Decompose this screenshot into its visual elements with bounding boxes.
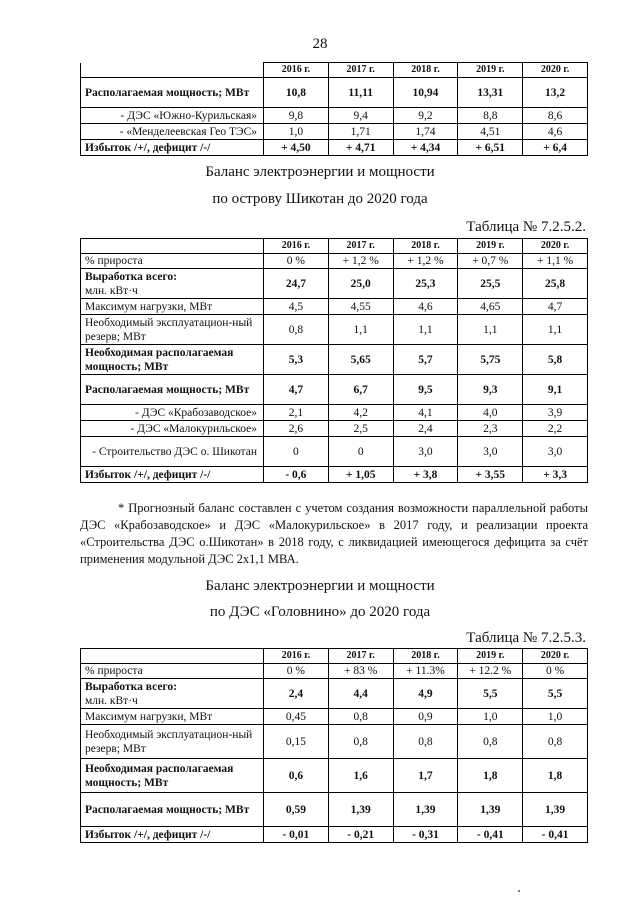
- section-heading: Баланс электроэнергии и мощности: [205, 164, 435, 180]
- scan-speck: [518, 890, 520, 892]
- cell-value: + 1,05: [328, 467, 393, 483]
- cell-value: 5,3: [264, 345, 329, 375]
- cell-value: - 0,21: [328, 827, 393, 843]
- cell-value: 1,0: [458, 709, 523, 725]
- power-balance-table-kunashir: [80, 62, 588, 156]
- table-row: [81, 437, 588, 467]
- cell-value: 0,6: [264, 759, 329, 793]
- table-row: [81, 759, 588, 793]
- row-label: Избыток /+/, дефицит /-/: [81, 140, 264, 156]
- cell-value: 1,0: [523, 709, 588, 725]
- year-header: 2017 г.: [328, 239, 393, 254]
- row-label: - ДЭС «Южно-Курильская»: [81, 108, 264, 124]
- cell-value: 25,5: [458, 269, 523, 299]
- row-label: [81, 679, 264, 709]
- row-label: Избыток /+/, дефицит /-/: [81, 827, 264, 843]
- row-label: Располагаемая мощность; МВт: [81, 78, 264, 108]
- cell-value: 5,5: [523, 679, 588, 709]
- cell-value: 0,45: [264, 709, 329, 725]
- cell-value: 1,0: [264, 124, 329, 140]
- table-row: [81, 124, 588, 140]
- footnote-text: * Прогнозный баланс составлен с учетом создания возможности параллельной работы ДЭС «Крабозаводское» и ДЭС «Малокурильское» в 2017 году, и реализации проекта «Строительства ДЭС о.Шикотан» в 2018 году, с ликвидацией имеющегося дефицита за счёт применения модульной ДЭС 2х1,1 МВА.: [80, 501, 588, 566]
- cell-value: 2,3: [458, 421, 523, 437]
- cell-value: + 3,55: [458, 467, 523, 483]
- table-row: [81, 679, 588, 709]
- cell-value: 0 %: [264, 254, 329, 269]
- table-row: [81, 108, 588, 124]
- header-blank-cell: [81, 239, 264, 254]
- cell-value: 25,0: [328, 269, 393, 299]
- table-number-label: Таблица № 7.2.5.3.: [466, 630, 586, 646]
- row-label-main: Выработка всего:: [85, 680, 177, 693]
- table-header-row: [81, 649, 588, 664]
- cell-value: 2,2: [523, 421, 588, 437]
- cell-value: + 6,51: [458, 140, 523, 156]
- year-header: 2019 г.: [458, 239, 523, 254]
- cell-value: + 4,71: [328, 140, 393, 156]
- table-row: [81, 315, 588, 345]
- cell-value: 4,6: [393, 299, 458, 315]
- cell-value: 10,8: [264, 78, 329, 108]
- table-row: [81, 709, 588, 725]
- row-label: Необходимая располагаемая мощность; МВт: [81, 759, 264, 793]
- cell-value: 1,8: [458, 759, 523, 793]
- cell-value: 25,3: [393, 269, 458, 299]
- cell-value: 4,2: [328, 405, 393, 421]
- page-number: 28: [312, 36, 328, 52]
- cell-value: 4,51: [458, 124, 523, 140]
- cell-value: 2,1: [264, 405, 329, 421]
- table-row: [81, 78, 588, 108]
- table-header-row: [81, 239, 588, 254]
- cell-value: 8,8: [458, 108, 523, 124]
- cell-value: 4,9: [393, 679, 458, 709]
- cell-value: 0,8: [328, 709, 393, 725]
- table-number-label: Таблица № 7.2.5.2.: [466, 219, 586, 235]
- year-header: 2018 г.: [393, 63, 458, 78]
- cell-value: + 3,3: [523, 467, 588, 483]
- year-header: 2018 г.: [393, 239, 458, 254]
- cell-value: - 0,41: [458, 827, 523, 843]
- cell-value: 5,5: [458, 679, 523, 709]
- cell-value: 0,9: [393, 709, 458, 725]
- row-label: - ДЭС «Крабозаводское»: [81, 405, 264, 421]
- year-header: 2019 г.: [458, 649, 523, 664]
- cell-value: 5,8: [523, 345, 588, 375]
- cell-value: 4,5: [264, 299, 329, 315]
- cell-value: 6,7: [328, 375, 393, 405]
- cell-value: 13,2: [523, 78, 588, 108]
- cell-value: + 0,7 %: [458, 254, 523, 269]
- power-balance-table-shikotan: [80, 238, 588, 483]
- cell-value: 10,94: [393, 78, 458, 108]
- cell-value: 5,75: [458, 345, 523, 375]
- row-label: Необходимый эксплуатацион-ный резерв; МВт: [81, 725, 264, 759]
- cell-value: - 0,31: [393, 827, 458, 843]
- cell-value: + 12.2 %: [458, 664, 523, 679]
- cell-value: 24,7: [264, 269, 329, 299]
- year-header: 2016 г.: [264, 239, 329, 254]
- cell-value: 4,4: [328, 679, 393, 709]
- cell-value: - 0,41: [523, 827, 588, 843]
- cell-value: 1,6: [328, 759, 393, 793]
- row-label: Необходимый эксплуатацион-ный резерв; МВт: [81, 315, 264, 345]
- cell-value: + 83 %: [328, 664, 393, 679]
- table-row: [81, 725, 588, 759]
- table-row: [81, 269, 588, 299]
- year-header: 2017 г.: [328, 649, 393, 664]
- section-heading: по ДЭС «Головнино» до 2020 года: [209, 604, 431, 620]
- cell-value: + 6,4: [523, 140, 588, 156]
- row-label: Располагаемая мощность; МВт: [81, 375, 264, 405]
- cell-value: 1,71: [328, 124, 393, 140]
- cell-value: 9,5: [393, 375, 458, 405]
- cell-value: 0,8: [458, 725, 523, 759]
- cell-value: 8,6: [523, 108, 588, 124]
- row-label: - ДЭС «Малокурильское»: [81, 421, 264, 437]
- year-header: 2019 г.: [458, 63, 523, 78]
- row-label: Располагаемая мощность; МВт: [81, 793, 264, 827]
- cell-value: 4,1: [393, 405, 458, 421]
- year-header: 2020 г.: [523, 239, 588, 254]
- footnote-paragraph: [80, 500, 588, 568]
- cell-value: 4,7: [523, 299, 588, 315]
- cell-value: 1,1: [393, 315, 458, 345]
- table-row: [81, 345, 588, 375]
- cell-value: 9,3: [458, 375, 523, 405]
- row-label: Максимум нагрузки, МВт: [81, 709, 264, 725]
- cell-value: 0: [328, 437, 393, 467]
- cell-value: 2,4: [264, 679, 329, 709]
- table-row: [81, 140, 588, 156]
- cell-value: 0,15: [264, 725, 329, 759]
- cell-value: 3,0: [523, 437, 588, 467]
- cell-value: - 0,01: [264, 827, 329, 843]
- cell-value: 11,11: [328, 78, 393, 108]
- cell-value: + 1,2 %: [328, 254, 393, 269]
- table-row: [81, 467, 588, 483]
- cell-value: 2,5: [328, 421, 393, 437]
- cell-value: 3,9: [523, 405, 588, 421]
- table-row: [81, 405, 588, 421]
- header-blank-cell: [81, 63, 264, 78]
- cell-value: 1,7: [393, 759, 458, 793]
- cell-value: 4,65: [458, 299, 523, 315]
- cell-value: 9,4: [328, 108, 393, 124]
- cell-value: 0,8: [393, 725, 458, 759]
- year-header: 2016 г.: [264, 63, 329, 78]
- cell-value: 13,31: [458, 78, 523, 108]
- row-label: - «Менделеевская Гео ТЭС»: [81, 124, 264, 140]
- year-header: 2020 г.: [523, 649, 588, 664]
- cell-value: 1,1: [458, 315, 523, 345]
- table-row: [81, 664, 588, 679]
- year-header: 2020 г.: [523, 63, 588, 78]
- cell-value: + 4,34: [393, 140, 458, 156]
- year-header: 2018 г.: [393, 649, 458, 664]
- cell-value: 0: [264, 437, 329, 467]
- table-row: [81, 421, 588, 437]
- cell-value: + 11.3%: [393, 664, 458, 679]
- cell-value: 4,7: [264, 375, 329, 405]
- row-label: Необходимая располагаемая мощность; МВт: [81, 345, 264, 375]
- cell-value: 4,55: [328, 299, 393, 315]
- row-label-main: Выработка всего:: [85, 270, 177, 283]
- cell-value: 1,8: [523, 759, 588, 793]
- cell-value: 0 %: [264, 664, 329, 679]
- table-row: [81, 375, 588, 405]
- row-label: [81, 269, 264, 299]
- row-label: % прироста: [81, 664, 264, 679]
- section-heading: по острову Шикотан до 2020 года: [212, 191, 428, 207]
- cell-value: 3,0: [458, 437, 523, 467]
- row-label: - Строительство ДЭС о. Шикотан: [81, 437, 264, 467]
- cell-value: 0,59: [264, 793, 329, 827]
- cell-value: 1,39: [328, 793, 393, 827]
- cell-value: 0,8: [264, 315, 329, 345]
- table-header-row: [81, 63, 588, 78]
- table-row: [81, 793, 588, 827]
- cell-value: 4,6: [523, 124, 588, 140]
- table-row: [81, 827, 588, 843]
- cell-value: 9,8: [264, 108, 329, 124]
- table-row: [81, 299, 588, 315]
- row-label-unit: млн. кВт·ч: [85, 694, 138, 707]
- cell-value: 1,1: [328, 315, 393, 345]
- cell-value: + 3,8: [393, 467, 458, 483]
- year-header: 2017 г.: [328, 63, 393, 78]
- cell-value: 0 %: [523, 664, 588, 679]
- cell-value: 1,39: [523, 793, 588, 827]
- row-label-unit: млн. кВт·ч: [85, 284, 138, 297]
- cell-value: 9,2: [393, 108, 458, 124]
- cell-value: - 0,6: [264, 467, 329, 483]
- cell-value: + 1,1 %: [523, 254, 588, 269]
- table-row: [81, 254, 588, 269]
- cell-value: 5,7: [393, 345, 458, 375]
- cell-value: + 1,2 %: [393, 254, 458, 269]
- cell-value: 0,8: [328, 725, 393, 759]
- cell-value: 1,74: [393, 124, 458, 140]
- cell-value: + 4,50: [264, 140, 329, 156]
- row-label: % прироста: [81, 254, 264, 269]
- cell-value: 0,8: [523, 725, 588, 759]
- row-label: Избыток /+/, дефицит /-/: [81, 467, 264, 483]
- cell-value: 5,65: [328, 345, 393, 375]
- cell-value: 2,4: [393, 421, 458, 437]
- cell-value: 1,39: [393, 793, 458, 827]
- power-balance-table-golovnino: [80, 648, 588, 843]
- cell-value: 1,1: [523, 315, 588, 345]
- header-blank-cell: [81, 649, 264, 664]
- row-label: Максимум нагрузки, МВт: [81, 299, 264, 315]
- section-heading: Баланс электроэнергии и мощности: [205, 578, 435, 594]
- cell-value: 3,0: [393, 437, 458, 467]
- cell-value: 1,39: [458, 793, 523, 827]
- cell-value: 4,0: [458, 405, 523, 421]
- cell-value: 25,8: [523, 269, 588, 299]
- cell-value: 9,1: [523, 375, 588, 405]
- year-header: 2016 г.: [264, 649, 329, 664]
- cell-value: 2,6: [264, 421, 329, 437]
